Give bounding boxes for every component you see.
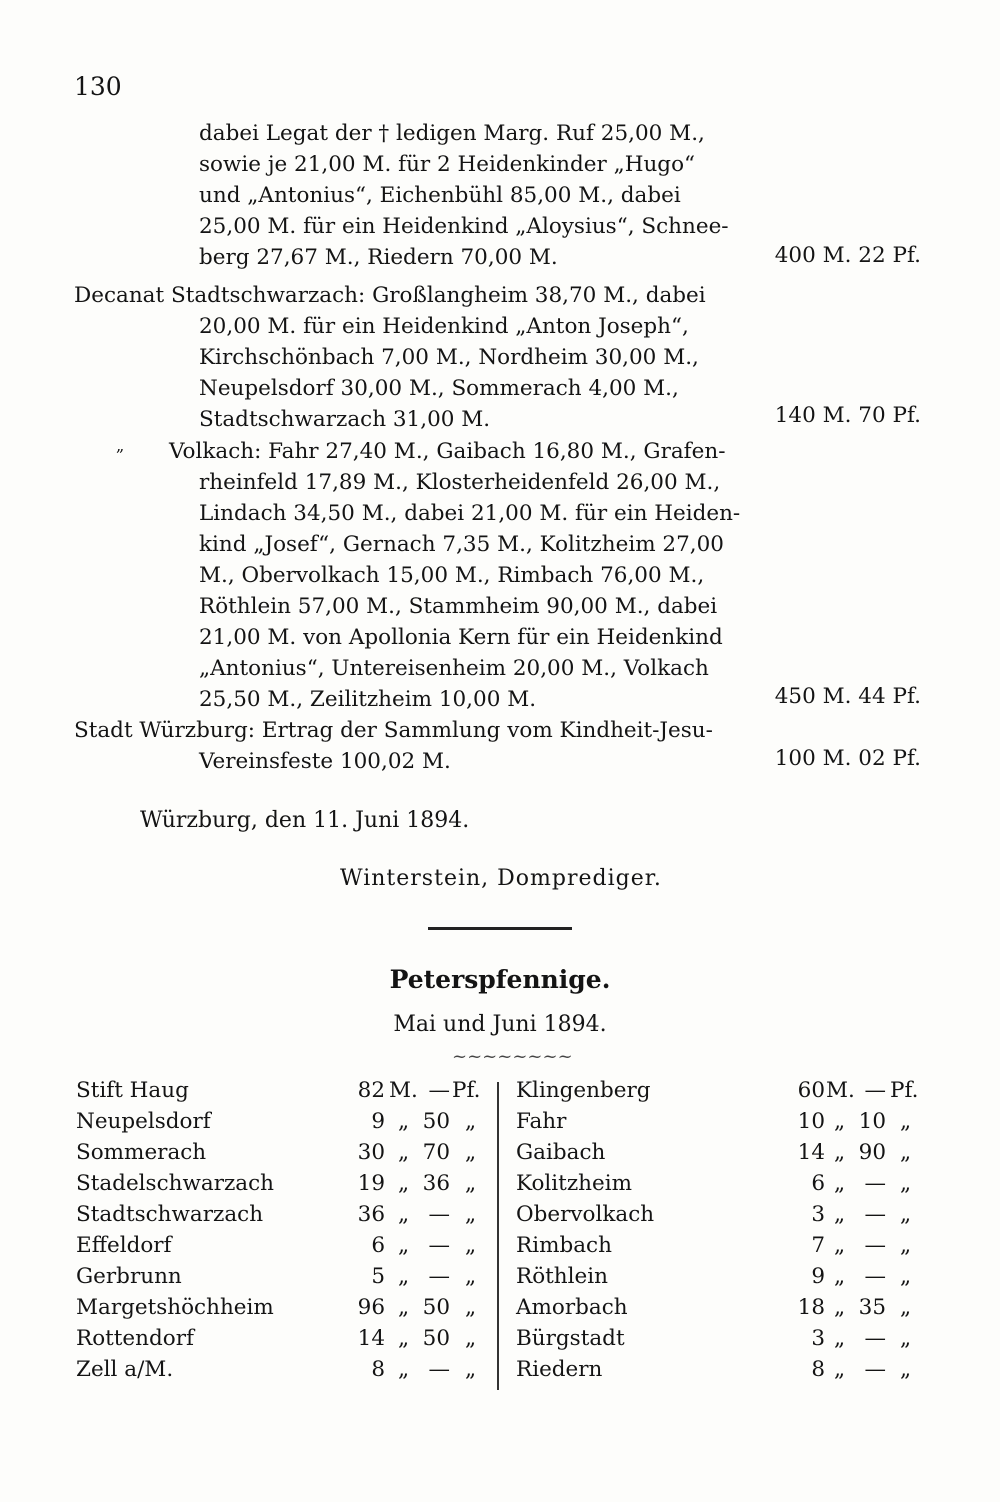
entry-line: 20,00 M. für ein Heidenkind „Anton Joseph“, xyxy=(199,314,689,339)
unit-m-left: „ xyxy=(398,1202,410,1227)
table-row xyxy=(0,1357,1000,1388)
entry-line: sowie je 21,00 M. für 2 Heidenkinder „Hugo“ xyxy=(199,152,696,177)
ornament: ~~~~~~~~ xyxy=(452,1046,573,1067)
pf-right: — xyxy=(864,1264,886,1289)
pf-left: — xyxy=(428,1357,450,1382)
place-right: Fahr xyxy=(516,1109,567,1134)
table-row xyxy=(0,1202,1000,1233)
unit-m-left: „ xyxy=(398,1233,410,1258)
entry-line: berg 27,67 M., Riedern 70,00 M. xyxy=(199,245,558,270)
unit-pf-left: „ xyxy=(465,1326,477,1351)
mark-left: 9 xyxy=(371,1109,385,1134)
ditto-mark: „ xyxy=(116,436,125,455)
unit-m-left: „ xyxy=(398,1140,410,1165)
place-right: Gaibach xyxy=(516,1140,606,1165)
entry-line: Stadt Würzburg: Ertrag der Sammlung vom Kindheit-Jesu- xyxy=(74,718,713,743)
place-left: Neupelsdorf xyxy=(76,1109,211,1134)
mark-left: 6 xyxy=(371,1233,385,1258)
section-title: Peterspfennige. xyxy=(389,965,611,994)
place-left: Zell a/M. xyxy=(76,1357,174,1382)
place-left: Stift Haug xyxy=(76,1078,189,1103)
unit-pf-left: „ xyxy=(465,1233,477,1258)
unit-pf-left: „ xyxy=(465,1109,477,1134)
unit-m-right: „ xyxy=(834,1326,846,1351)
table-row xyxy=(0,1295,1000,1326)
pf-left: 50 xyxy=(422,1109,450,1134)
place-right: Amorbach xyxy=(516,1295,628,1320)
place-right: Kolitzheim xyxy=(516,1171,632,1196)
unit-pf-left: Pf. xyxy=(452,1078,481,1103)
entry-line: „Antonius“, Untereisenheim 20,00 M., Volkach xyxy=(199,656,709,681)
unit-pf-right: „ xyxy=(900,1140,912,1165)
unit-pf-left: „ xyxy=(465,1295,477,1320)
unit-m-left: M. xyxy=(389,1078,418,1103)
entry-line: M., Obervolkach 15,00 M., Rimbach 76,00 M., xyxy=(199,563,705,588)
table-row xyxy=(0,1171,1000,1202)
entry-line: 21,00 M. von Apollonia Kern für ein Heidenkind xyxy=(199,625,723,650)
unit-m-left: „ xyxy=(398,1264,410,1289)
unit-pf-left: „ xyxy=(465,1357,477,1382)
place-right: Rimbach xyxy=(516,1233,612,1258)
pf-right: — xyxy=(864,1357,886,1382)
entry-line: Kirchschönbach 7,00 M., Nordheim 30,00 M., xyxy=(199,345,699,370)
mark-right: 8 xyxy=(811,1357,825,1382)
unit-pf-right: „ xyxy=(900,1326,912,1351)
entry-line: Lindach 34,50 M., dabei 21,00 M. für ein Heiden- xyxy=(199,501,741,526)
entry-line: Neupelsdorf 30,00 M., Sommerach 4,00 M., xyxy=(199,376,679,401)
unit-pf-right: „ xyxy=(900,1357,912,1382)
unit-m-left: „ xyxy=(398,1109,410,1134)
mark-right: 9 xyxy=(811,1264,825,1289)
unit-m-left: „ xyxy=(398,1171,410,1196)
pf-left: — xyxy=(428,1264,450,1289)
pf-right: — xyxy=(864,1326,886,1351)
mark-right: 3 xyxy=(811,1202,825,1227)
unit-m-right: „ xyxy=(834,1202,846,1227)
place-right: Riedern xyxy=(516,1357,603,1382)
table-row xyxy=(0,1233,1000,1264)
entry-line: rheinfeld 17,89 M., Klosterheidenfeld 26,00 M., xyxy=(199,470,721,495)
place-right: Röthlein xyxy=(516,1264,608,1289)
place-right: Klingenberg xyxy=(516,1078,651,1103)
section-subtitle: Mai und Juni 1894. xyxy=(393,1012,607,1037)
mark-left: 96 xyxy=(357,1295,385,1320)
place-left: Sommerach xyxy=(76,1140,207,1165)
pf-left: — xyxy=(428,1078,450,1103)
mark-right: 18 xyxy=(797,1295,825,1320)
pf-left: — xyxy=(428,1202,450,1227)
mark-left: 36 xyxy=(357,1202,385,1227)
table-row xyxy=(0,1140,1000,1171)
unit-m-right: „ xyxy=(834,1109,846,1134)
table-row xyxy=(0,1264,1000,1295)
mark-left: 14 xyxy=(357,1326,385,1351)
entry-line: Decanat Stadtschwarzach: Großlangheim 38,70 M., dabei xyxy=(74,283,706,308)
unit-m-right: „ xyxy=(834,1295,846,1320)
unit-pf-right: „ xyxy=(900,1109,912,1134)
mark-right: 14 xyxy=(797,1140,825,1165)
entry-amount: 400 M. 22 Pf. xyxy=(774,243,921,268)
mark-right: 7 xyxy=(811,1233,825,1258)
mark-right: 3 xyxy=(811,1326,825,1351)
unit-pf-right: Pf. xyxy=(890,1078,919,1103)
table-row xyxy=(0,1078,1000,1109)
pf-right: 10 xyxy=(858,1109,886,1134)
table-row xyxy=(0,1326,1000,1357)
pf-left: 70 xyxy=(422,1140,450,1165)
place-date: Würzburg, den 11. Juni 1894. xyxy=(140,808,470,833)
pf-left: 50 xyxy=(422,1326,450,1351)
section-divider xyxy=(428,927,572,930)
unit-m-left: „ xyxy=(398,1295,410,1320)
entry-volkach xyxy=(74,436,934,715)
unit-pf-left: „ xyxy=(465,1171,477,1196)
place-right: Obervolkach xyxy=(516,1202,655,1227)
unit-pf-right: „ xyxy=(900,1233,912,1258)
unit-pf-left: „ xyxy=(465,1202,477,1227)
place-left: Effeldorf xyxy=(76,1233,172,1258)
pf-left: 36 xyxy=(422,1171,450,1196)
place-right: Bürgstadt xyxy=(516,1326,625,1351)
unit-pf-right: „ xyxy=(900,1295,912,1320)
unit-pf-right: „ xyxy=(900,1202,912,1227)
pf-right: — xyxy=(864,1171,886,1196)
entry-amount: 450 M. 44 Pf. xyxy=(774,684,921,709)
unit-m-left: „ xyxy=(398,1357,410,1382)
mark-right: 60 xyxy=(797,1078,825,1103)
place-left: Stadelschwarzach xyxy=(76,1171,275,1196)
entry-line: kind „Josef“, Gernach 7,35 M., Kolitzheim 27,00 xyxy=(199,532,724,557)
mark-left: 5 xyxy=(371,1264,385,1289)
unit-m-right: „ xyxy=(834,1140,846,1165)
entry-line: und „Antonius“, Eichenbühl 85,00 M., dabei xyxy=(199,183,681,208)
page-number: 130 xyxy=(74,72,122,101)
pf-right: 35 xyxy=(858,1295,886,1320)
entry-line: Stadtschwarzach 31,00 M. xyxy=(199,407,491,432)
pf-left: — xyxy=(428,1233,450,1258)
unit-pf-right: „ xyxy=(900,1171,912,1196)
entry-line: Vereinsfeste 100,02 M. xyxy=(199,749,451,774)
unit-m-right: M. xyxy=(826,1078,855,1103)
unit-pf-left: „ xyxy=(465,1264,477,1289)
place-left: Gerbrunn xyxy=(76,1264,182,1289)
pf-right: 90 xyxy=(858,1140,886,1165)
unit-m-right: „ xyxy=(834,1233,846,1258)
unit-m-left: „ xyxy=(398,1326,410,1351)
table-row xyxy=(0,1109,1000,1140)
entry-amount: 140 M. 70 Pf. xyxy=(774,403,921,428)
unit-pf-left: „ xyxy=(465,1140,477,1165)
entry-line: 25,50 M., Zeilitzheim 10,00 M. xyxy=(199,687,537,712)
entry-line: dabei Legat der † ledigen Marg. Ruf 25,00 M., xyxy=(199,121,705,146)
unit-m-right: „ xyxy=(834,1357,846,1382)
pf-right: — xyxy=(864,1233,886,1258)
mark-right: 10 xyxy=(797,1109,825,1134)
mark-left: 82 xyxy=(357,1078,385,1103)
mark-left: 19 xyxy=(357,1171,385,1196)
entry-line: Volkach: Fahr 27,40 M., Gaibach 16,80 M., Grafen- xyxy=(169,439,726,464)
mark-right: 6 xyxy=(811,1171,825,1196)
place-left: Stadtschwarzach xyxy=(76,1202,264,1227)
place-left: Rottendorf xyxy=(76,1326,194,1351)
mark-left: 8 xyxy=(371,1357,385,1382)
pf-right: — xyxy=(864,1202,886,1227)
place-left: Margetshöchheim xyxy=(76,1295,274,1320)
entry-line: 25,00 M. für ein Heidenkind „Aloysius“, Schnee- xyxy=(199,214,729,239)
pf-right: — xyxy=(864,1078,886,1103)
unit-m-right: „ xyxy=(834,1171,846,1196)
entry-line: Röthlein 57,00 M., Stammheim 90,00 M., dabei xyxy=(199,594,718,619)
mark-left: 30 xyxy=(357,1140,385,1165)
signature-name: Winterstein, Domprediger. xyxy=(340,866,662,891)
unit-pf-right: „ xyxy=(900,1264,912,1289)
unit-m-right: „ xyxy=(834,1264,846,1289)
pf-left: 50 xyxy=(422,1295,450,1320)
entry-amount: 100 M. 02 Pf. xyxy=(774,746,921,771)
